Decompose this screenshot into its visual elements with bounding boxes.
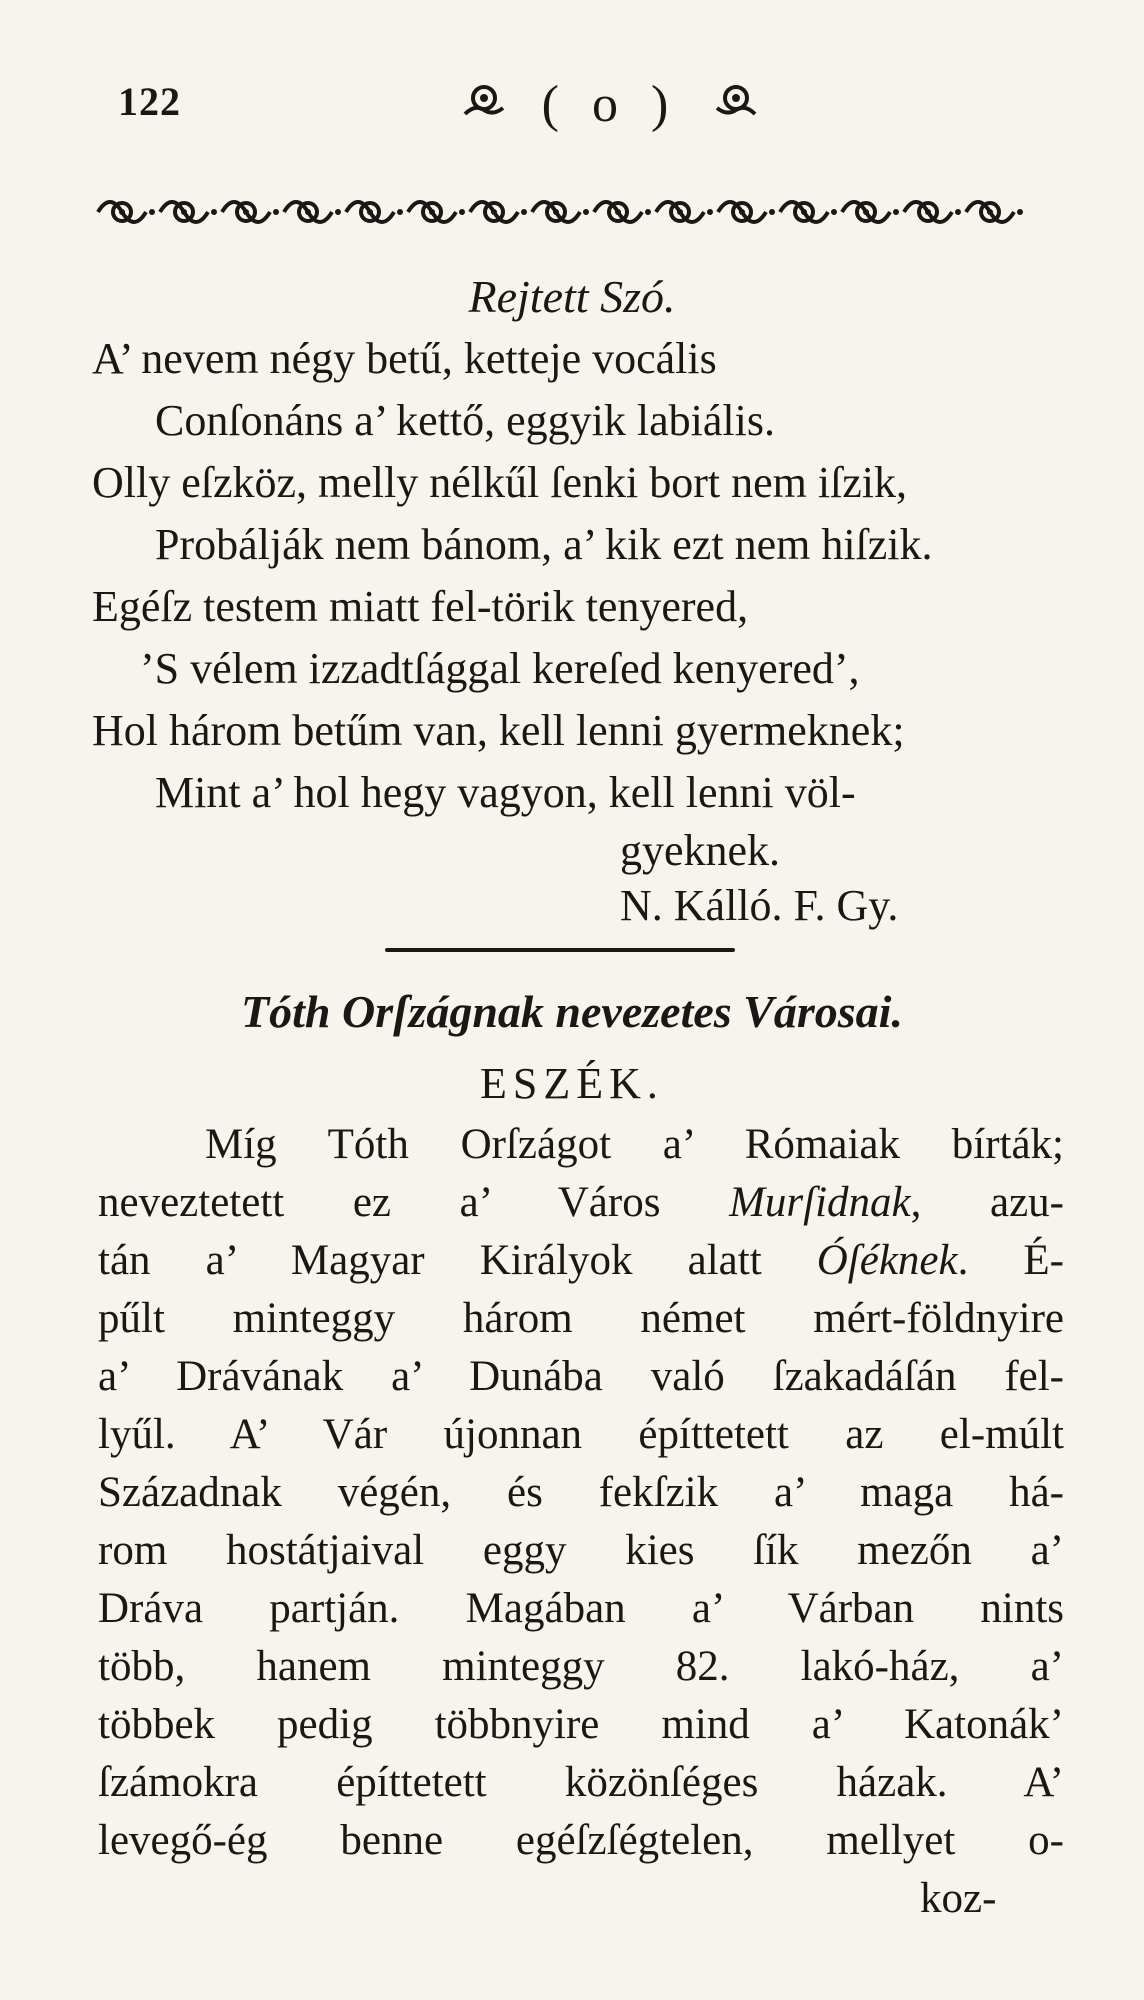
emphasis: Murſidnak [729, 1179, 911, 1226]
header-mark: ( o ) [541, 75, 679, 133]
page-number: 122 [118, 79, 181, 124]
prose-line: Dráva partján. Magában a’ Várban nints [98, 1585, 1064, 1632]
prose-line: ſzámokra építtetett közönſéges házak. A’ [98, 1759, 1064, 1806]
article-city: ESZÉK. [480, 1059, 664, 1108]
prose-line: több, hanem minteggy 82. lakó-ház, a’ [98, 1643, 1064, 1690]
verse-line: Egéſz testem miatt fel-törik tenyered, [92, 582, 749, 631]
prose-line: tán a’ Magyar Királyok alatt Óſéknek. É- [98, 1237, 1064, 1284]
verse-line: ’S vélem izzadtſággal kereſed kenyered’, [140, 644, 860, 693]
catchword: koz- [920, 1875, 997, 1922]
prose-line: többek pedig többnyire mind a’ Katonák’ [98, 1701, 1064, 1748]
riddle-title: Rejtett Szó. [468, 271, 676, 322]
running-header [400, 70, 820, 134]
riddle-signature: N. Kálló. F. Gy. [620, 881, 899, 930]
section-divider [385, 948, 735, 952]
prose-line: rom hostátjaival eggy kies ſík mezőn a’ [98, 1527, 1064, 1574]
verse-line: Probálják nem bánom, a’ kik ezt nem hiſzik. [155, 520, 933, 569]
emphasis: Óſéknek [816, 1237, 958, 1284]
verse-line: Conſonáns a’ kettő, eggyik labiális. [155, 396, 775, 445]
decorative-border-icon [90, 182, 1070, 242]
verse-line: Hol három betűm van, kell lenni gyermeknek; [92, 706, 905, 755]
prose-line: pűlt minteggy három német mért-földnyire [98, 1295, 1064, 1342]
verse-line: Olly eſzköz, melly nélkűl ſenki bort nem iſzik, [92, 458, 908, 507]
rose-ornament-left-icon [461, 78, 507, 131]
verse-line: A’ nevem négy betű, ketteje vocális [92, 334, 717, 383]
article-title: Tóth Orſzágnak nevezetes Városai. [241, 986, 903, 1037]
verse-line: gyeknek. [620, 826, 781, 875]
prose-line: neveztetett ez a’ Város Murſidnak, azu- [98, 1179, 1065, 1226]
rose-ornament-right-icon [713, 78, 759, 131]
prose-line: Századnak végén, és fekſzik a’ maga há- [98, 1469, 1064, 1516]
prose-line: Míg Tóth Orſzágot a’ Rómaiak bírták; [205, 1121, 1064, 1168]
prose-line: lyűl. A’ Vár újonnan építtetett az el-múlt [98, 1411, 1064, 1458]
verse-line: Mint a’ hol hegy vagyon, kell lenni völ- [155, 768, 856, 817]
prose-line: levegő-ég benne egéſzſégtelen, mellyet o- [98, 1817, 1064, 1864]
prose-line: a’ Drávának a’ Dunába való ſzakadáſán fel- [98, 1353, 1064, 1400]
